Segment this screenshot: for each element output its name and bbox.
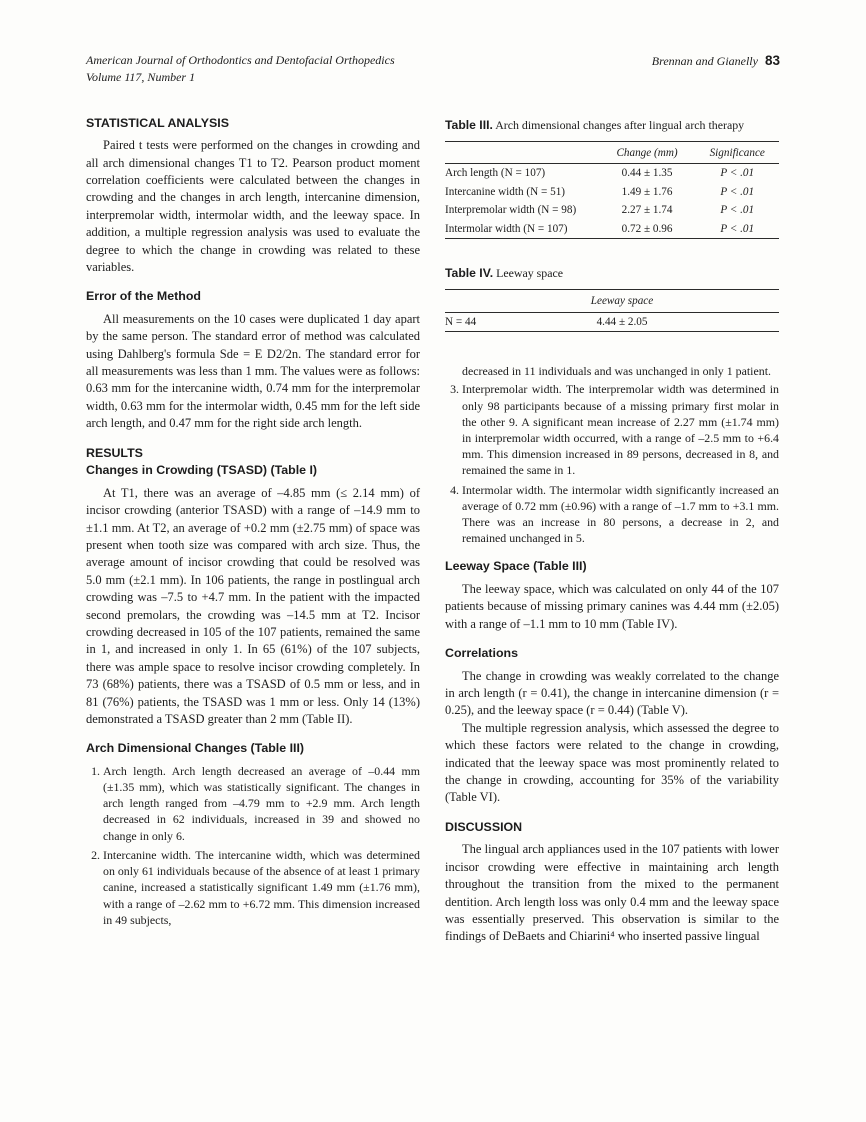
table-iv-caption-label: Table IV. [445, 266, 494, 281]
table-row [445, 164, 779, 183]
table-cell-label: Interpremolar width (N = 98) [445, 204, 577, 217]
table-cell-change: 0.44 ± 1.35 [621, 167, 673, 180]
table-cell-value: 4.44 ± 2.05 [596, 315, 648, 328]
table-iv-header-empty [445, 290, 552, 313]
table-cell-significance: P < .01 [720, 167, 755, 180]
paragraph-changes-in-crowding: At T1, there was an average of –4.85 mm (≤ 2.14 mm) of incisor crowding (anterior TSASD) with a range of –14.9 mm to ±1.1 mm. At T2, an average of +0.2 mm (±2.75 mm) of space was present when tooth size was compared with arch size. Thus, the average amount of incisor crowding that could be resolved was 5.0 mm (±2.1 mm). In 106 patients, the range in postlingual arch crowding was –7.5 to +4.7 mm. In the patient with the impacted second premolars, the crowding was –14.5 mm at T2. Incisor crowding decreased in 105 of the 107 patients, remained the same in 1, and increased in only 1. In 65 (61%) of the 107 subjects, there was ample space to resolve incisor crowding completely. In 73 (68%) patients, there was a TSASD of 0.5 mm or less, and in 81 (76%) patients, the TSASD was 1 mm or less. Only 14 (13%) demonstrated a TSASD greater than 2 mm (Table II). [86, 485, 420, 726]
section-heading-statistical-analysis: STATISTICAL ANALYSIS [86, 115, 229, 130]
table-cell-change: 1.49 ± 1.76 [621, 185, 673, 198]
paragraph-item2-continuation: decreased in 11 individuals and was unchanged in only 1 patient. [462, 364, 771, 379]
table-iv-header-pad [692, 290, 779, 313]
table-iv-header-leeway: Leeway space [552, 290, 692, 313]
table-iv-block [445, 266, 779, 332]
table-iii-header-empty [445, 141, 599, 164]
table-iv-caption [445, 266, 779, 281]
page-header [86, 52, 780, 86]
table-row [445, 183, 779, 202]
running-head-authors: Brennan and Gianelly [651, 54, 758, 68]
table-row [445, 312, 779, 332]
list-item-arch-length: 1. Arch length. Arch length decreased an average of –0.44 mm (±1.35 mm), which was statistically significant. The changes in arch length ranged from –4.79 mm to +2.9 mm. Arch length decreased in 62 individuals, increased in 39 and showed no change in only 6. [103, 763, 420, 844]
table-iii [445, 141, 779, 240]
table-cell-significance: P < .01 [720, 185, 755, 198]
journal-info [86, 52, 395, 86]
list-item-intermolar-width: 4. Intermolar width. The intermolar width significantly increased an average of 0.72 mm (±0.96) with a range of –1.7 mm to +3.1 mm. There was an increase in 80 persons, a decrease in 2, and remained unchanged in 5. [462, 482, 779, 547]
table-iii-block [445, 118, 779, 240]
table-iii-caption-label: Table III. [445, 117, 493, 132]
subheading-arch-dimensional-changes: Arch Dimensional Changes (Table III) [86, 741, 305, 756]
section-heading-results: RESULTS [86, 445, 143, 460]
list-item-interpremolar-width: 3. Interpremolar width. The interpremolar width was determined in only 98 participants because of a missing primary first molar in the other 9. A significant mean increase of 2.27 mm (±1.74 mm) in interpremolar width occurred, with a range of –2.5 mm to +6.4 mm. This dimension increased in 89 persons, decreased in 8, and remained the same in 1. [462, 381, 779, 478]
table-iv-caption-title: Leeway space [496, 266, 564, 281]
table-cell-label: N = 44 [445, 315, 477, 328]
journal-title: American Journal of Orthodontics and Dentofacial Orthopedics [86, 53, 395, 67]
table-cell-label: Arch length (N = 107) [445, 167, 546, 180]
arch-changes-list [86, 763, 420, 928]
table-iv-header-row [445, 290, 779, 313]
table-row [445, 220, 779, 239]
section-heading-leeway-space: Leeway Space (Table III) [445, 559, 587, 574]
table-cell-significance: P < .01 [720, 222, 755, 235]
subheading-changes-in-crowding: Changes in Crowding (TSASD) (Table I) [86, 463, 318, 478]
table-iii-caption-title: Arch dimensional changes after lingual arch therapy [495, 117, 745, 132]
table-iii-header-change: Change (mm) [599, 141, 696, 164]
section-heading-discussion: DISCUSSION [445, 819, 523, 834]
arch-changes-list-continued [445, 381, 779, 546]
paragraph-statistical-analysis: Paired t tests were performed on the changes in crowding and all arch dimensional changes T1 to T2. Pearson product moment correlation coefficients were calculated between the changes in crowding and the changes in arch length, intercanine dimension, interpremolar width, intermolar width, and the leeway space. In addition, a multiple regression analysis was used to evaluate the degree to which the change in crowding was related to these variables. [86, 138, 420, 274]
table-cell-label: Intermolar width (N = 107) [445, 222, 568, 235]
paragraph-correlations-1: The change in crowding was weakly correlated to the change in arch length (r = 0.41), the change in intercanine dimension (r = 0.25), and the leeway space (r = 0.44) (Table V). [445, 668, 779, 718]
running-head [652, 52, 780, 71]
table-cell-significance: P < .01 [720, 204, 755, 217]
right-column [445, 116, 779, 946]
two-column-layout [86, 116, 780, 946]
section-heading-error-of-method: Error of the Method [86, 289, 201, 304]
left-column [86, 116, 420, 946]
table-row [445, 201, 779, 220]
paragraph-leeway-space: The leeway space, which was calculated on only 44 of the 107 patients because of missing primary canines was 4.44 mm (±2.05) with a range of –1.1 mm to 10 mm (Table IV). [445, 581, 779, 631]
paragraph-discussion: The lingual arch appliances used in the 107 patients with lower incisor crowding were effective in maintaining arch length throughout the transition from the mixed to the permanent dentition. Arch length loss was only 0.4 mm and the leeway space was essentially preserved. This observation is similar to the findings of DeBaets and Chiarini⁴ who inserted passive lingual [445, 842, 779, 944]
table-cell-empty [692, 312, 779, 332]
table-iii-header-significance: Significance [695, 141, 779, 164]
table-cell-change: 2.27 ± 1.74 [621, 204, 673, 217]
table-cell-label: Intercanine width (N = 51) [445, 185, 566, 198]
table-iii-header-row [445, 141, 779, 164]
paragraph-error-of-method: All measurements on the 10 cases were duplicated 1 day apart by the same person. The standard error of method was calculated using Dahlberg's formula Sde = E D2/2n. The standard error for all measurements was less than 1 mm. The values were as follows: 0.63 mm for the intercanine width, 0.74 mm for the interpremolar width, 0.63 mm for the intermolar width, 0.45 mm for the left side arch length, and 0.47 mm for the right side arch length. [86, 311, 420, 431]
table-iv [445, 289, 779, 332]
table-cell-change: 0.72 ± 0.96 [621, 222, 673, 235]
paragraph-correlations-2: The multiple regression analysis, which assessed the degree to which these factors were related to the change in crowding, indicated that the leeway space was most prominently related to the change in crowding, accounting for 35% of the variability (Table VI). [445, 720, 779, 805]
list-item-intercanine-width: 2. Intercanine width. The intercanine width, which was determined on only 61 individuals because of the absence of at least 1 primary canine, increased a statistically significant 1.49 mm (±1.76 mm), with a range of –2.62 mm to +6.72 mm. This dimension increased in 49 subjects, [103, 847, 420, 928]
page-number: 83 [764, 53, 780, 68]
journal-volume: Volume 117, Number 1 [86, 69, 196, 84]
table-iii-caption [445, 118, 779, 133]
section-heading-correlations: Correlations [445, 646, 518, 661]
